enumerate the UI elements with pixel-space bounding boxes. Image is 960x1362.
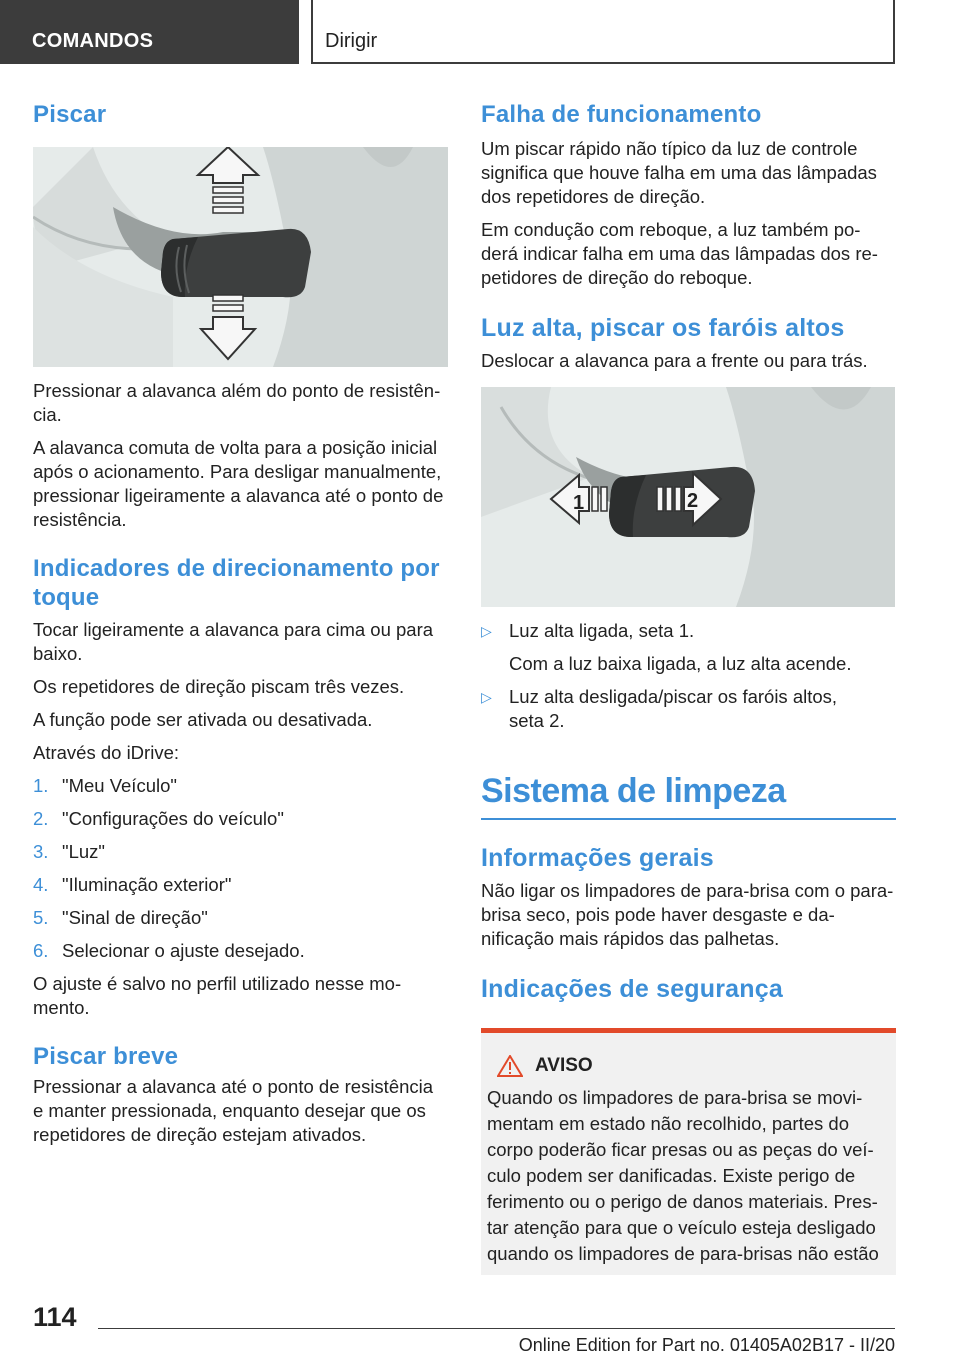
header-section-tab [0, 0, 299, 64]
section-divider [481, 818, 896, 820]
bullet-marker-icon: ▷ [481, 623, 492, 639]
heading-indicacoes-seguranca: Indicações de segurança [481, 975, 783, 1003]
list-item [481, 619, 896, 643]
arrow-label-1: 1 [573, 492, 585, 514]
step-number: 2. [33, 808, 49, 829]
lever-forward-back-illustration [481, 387, 895, 607]
high-beam-list-2 [481, 685, 896, 733]
heading-toque: Indicadores de direcionamento por toque [33, 555, 440, 611]
list-item [33, 774, 448, 798]
footer-edition: Online Edition for Part no. 01405A02B17 - II/20 [518, 1335, 895, 1355]
left-column [33, 100, 448, 1147]
bullet-text: Luz alta desligada/piscar os faróis altos, seta 2. [509, 686, 838, 731]
falha-paragraph-1: Um piscar rápido não típico da luz de controle significa que houve falha em uma das lâmpadas dos repetidores de direção. [481, 138, 877, 207]
piscar-paragraph-2: A alavanca comuta de volta para a posição inicial após o acionamento. Para desligar manualmente, pressionar ligeiramente a alavanca até o ponto de resistência. [33, 437, 444, 530]
warning-box [481, 1028, 896, 1275]
list-item [33, 906, 448, 930]
step-number: 4. [33, 874, 49, 895]
breve-paragraph-1: Pressionar a alavanca até o ponto de resistência e manter pressionada, enquanto desejar que os repetidores de direção estejam ativados. [33, 1076, 434, 1145]
step-number: 6. [33, 940, 49, 961]
step-text: "Configurações do veículo" [62, 808, 284, 829]
toque-paragraph-4: Através do iDrive: [33, 742, 179, 763]
warning-title: AVISO [535, 1055, 593, 1076]
lever-up-down-illustration [33, 147, 448, 367]
step-text: "Meu Veículo" [62, 775, 177, 796]
toque-paragraph-5: O ajuste é salvo no perfil utilizado nesse mo-mento. [33, 973, 402, 1018]
page-number: 114 [33, 1302, 77, 1332]
piscar-paragraph-1: Pressionar a alavanca além do ponto de resistên-cia. [33, 380, 441, 425]
heading-luz-alta: Luz alta, piscar os faróis altos [481, 314, 845, 342]
toque-paragraph-3: A função pode ser ativada ou desativada. [33, 709, 373, 730]
toque-paragraph-2: Os repetidores de direção piscam três vezes. [33, 676, 405, 697]
step-text: Selecionar o ajuste desejado. [62, 940, 305, 961]
list-item [33, 840, 448, 864]
info-paragraph-1: Não ligar os limpadores de para-brisa com o para-brisa seco, pois pode haver desgaste e da-nificação mais rápidos das palhetas. [481, 880, 894, 949]
toque-paragraph-1: Tocar ligeiramente a alavanca para cima ou para baixo. [33, 619, 434, 664]
heading-informacoes-gerais: Informações gerais [481, 844, 714, 872]
warning-triangle-icon [497, 1055, 523, 1077]
lever-up-down-drawing [33, 147, 448, 367]
step-text: "Luz" [62, 841, 105, 862]
right-column [481, 100, 896, 1275]
arrow-label-2: 2 [687, 490, 699, 512]
step-number: 5. [33, 907, 49, 928]
heading-sistema-limpeza: Sistema de limpeza [481, 772, 786, 810]
list-item [33, 807, 448, 831]
list-item [33, 939, 448, 963]
heading-falha: Falha de funcionamento [481, 101, 762, 128]
warning-text: Quando os limpadores de para-brisa se movi-mentam em estado não recolhido, partes do corpo poderão ficar presas ou as peças do veí-culo podem ser danificadas. Existe perigo de ferimento ou o perigo de danos materiais. Pres-tar atenção para que o veículo esteja desligado quando os limpadores de para-brisas não estão [487, 1087, 879, 1264]
bullet1-subtext: Com a luz baixa ligada, a luz alta acende. [509, 653, 852, 674]
step-number: 1. [33, 775, 49, 796]
step-text: "Sinal de direção" [62, 907, 208, 928]
bullet-text: Luz alta ligada, seta 1. [509, 620, 695, 641]
list-item [33, 873, 448, 897]
high-beam-list [481, 619, 896, 643]
heading-piscar: Piscar [33, 101, 107, 128]
step-number: 3. [33, 841, 49, 862]
idrive-steps-list [33, 774, 448, 963]
footer-divider [98, 1328, 895, 1329]
step-text: "Iluminação exterior" [62, 874, 232, 895]
falha-paragraph-2: Em condução com reboque, a luz também po-derá indicar falha em uma das lâmpadas dos re-petidores de direção do reboque. [481, 219, 878, 288]
header-section-label: COMANDOS [32, 30, 154, 52]
luz-paragraph-1: Deslocar a alavanca para a frente ou para trás. [481, 350, 868, 371]
lever-forward-back-drawing [481, 387, 895, 607]
list-item [481, 685, 896, 733]
header-subsection-tab [311, 0, 895, 64]
warning-header [497, 1055, 890, 1077]
header-subsection-label: Dirigir [325, 30, 378, 52]
bullet-marker-icon: ▷ [481, 689, 492, 705]
heading-piscar-breve: Piscar breve [33, 1043, 179, 1070]
